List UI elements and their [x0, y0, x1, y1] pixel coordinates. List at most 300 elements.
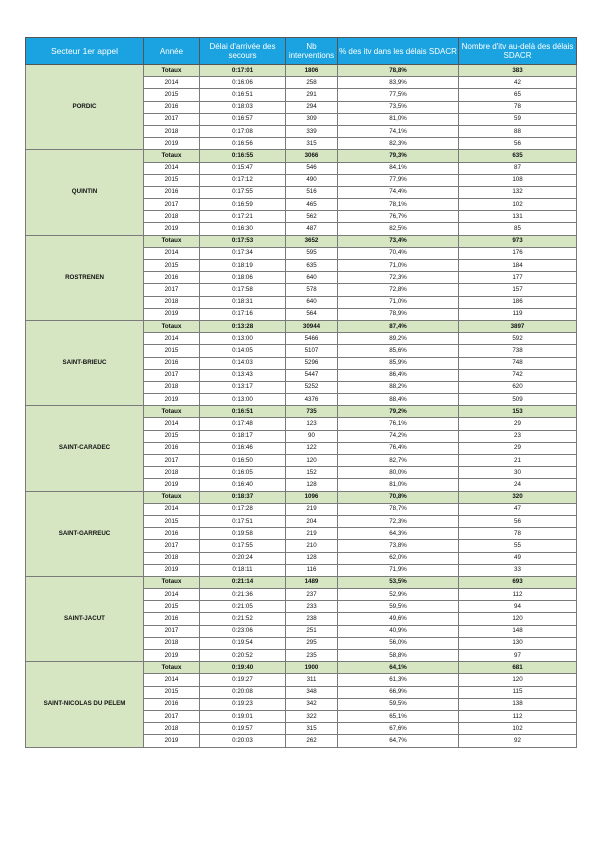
sector-name: SAINT-NICOLAS DU PELEM	[26, 662, 144, 747]
over-count-cell: 112	[459, 710, 577, 722]
interventions-cell: 339	[286, 125, 338, 137]
over-count-cell: 112	[459, 589, 577, 601]
interventions-cell: 315	[286, 723, 338, 735]
interventions-cell: 258	[286, 77, 338, 89]
table-body	[26, 65, 577, 748]
pct-cell: 80,0%	[338, 467, 459, 479]
table-row-total	[26, 65, 577, 77]
delay-cell: 0:16:40	[200, 479, 286, 491]
delay-cell: 0:16:46	[200, 442, 286, 454]
interventions-cell: 152	[286, 467, 338, 479]
interventions-cell: 210	[286, 540, 338, 552]
over-count-cell: 620	[459, 381, 577, 393]
pct-cell: 71,0%	[338, 260, 459, 272]
over-count-cell: 693	[459, 576, 577, 588]
table-row-total	[26, 235, 577, 247]
interventions-cell: 1806	[286, 65, 338, 77]
pct-cell: 59,5%	[338, 698, 459, 710]
pct-cell: 82,7%	[338, 455, 459, 467]
delay-cell: 0:18:31	[200, 296, 286, 308]
pct-cell: 78,1%	[338, 199, 459, 211]
pct-cell: 72,3%	[338, 272, 459, 284]
delay-cell: 0:20:52	[200, 650, 286, 662]
interventions-cell: 3066	[286, 150, 338, 162]
interventions-cell: 640	[286, 272, 338, 284]
delay-cell: 0:21:05	[200, 601, 286, 613]
delay-cell: 0:19:01	[200, 710, 286, 722]
delay-cell: 0:17:28	[200, 503, 286, 515]
pct-cell: 61,3%	[338, 674, 459, 686]
over-count-cell: 120	[459, 613, 577, 625]
over-count-cell: 92	[459, 735, 577, 747]
over-count-cell: 635	[459, 150, 577, 162]
year-cell: 2015	[144, 430, 200, 442]
pct-cell: 73,8%	[338, 540, 459, 552]
delay-cell: 0:17:12	[200, 174, 286, 186]
pct-cell: 86,4%	[338, 369, 459, 381]
pct-cell: 53,5%	[338, 576, 459, 588]
over-count-cell: 132	[459, 186, 577, 198]
pct-cell: 72,8%	[338, 284, 459, 296]
table-row-total	[26, 662, 577, 674]
interventions-cell: 262	[286, 735, 338, 747]
over-count-cell: 102	[459, 199, 577, 211]
year-cell: 2018	[144, 552, 200, 564]
pct-cell: 76,1%	[338, 418, 459, 430]
interventions-cell: 204	[286, 515, 338, 527]
pct-cell: 78,9%	[338, 308, 459, 320]
pct-cell: 82,3%	[338, 138, 459, 150]
interventions-cell: 1489	[286, 576, 338, 588]
interventions-cell: 1900	[286, 662, 338, 674]
interventions-cell: 315	[286, 138, 338, 150]
sector-name: SAINT-JACUT	[26, 576, 144, 661]
year-cell: 2018	[144, 125, 200, 137]
interventions-cell: 5252	[286, 381, 338, 393]
interventions-cell: 128	[286, 552, 338, 564]
delay-cell: 0:16:05	[200, 467, 286, 479]
interventions-cell: 595	[286, 247, 338, 259]
sector-name: SAINT-GARREUC	[26, 491, 144, 576]
pct-cell: 66,9%	[338, 686, 459, 698]
delay-cell: 0:19:27	[200, 674, 286, 686]
delay-cell: 0:16:59	[200, 199, 286, 211]
year-cell: Totaux	[144, 65, 200, 77]
table-row-total	[26, 491, 577, 503]
sector-name: PORDIC	[26, 65, 144, 150]
pct-cell: 73,4%	[338, 235, 459, 247]
over-count-cell: 56	[459, 138, 577, 150]
year-cell: 2016	[144, 613, 200, 625]
interventions-cell: 5296	[286, 357, 338, 369]
pct-cell: 72,3%	[338, 515, 459, 527]
pct-cell: 74,2%	[338, 430, 459, 442]
year-cell: 2015	[144, 260, 200, 272]
year-cell: 2014	[144, 418, 200, 430]
pct-cell: 59,5%	[338, 601, 459, 613]
over-count-cell: 30	[459, 467, 577, 479]
interventions-cell: 251	[286, 625, 338, 637]
interventions-cell: 516	[286, 186, 338, 198]
over-count-cell: 120	[459, 674, 577, 686]
year-cell: 2019	[144, 564, 200, 576]
sdacr-table	[25, 37, 577, 748]
delay-cell: 0:16:50	[200, 455, 286, 467]
year-cell: 2014	[144, 503, 200, 515]
pct-cell: 71,0%	[338, 296, 459, 308]
delay-cell: 0:17:34	[200, 247, 286, 259]
pct-cell: 64,7%	[338, 735, 459, 747]
over-count-cell: 47	[459, 503, 577, 515]
year-cell: 2015	[144, 345, 200, 357]
interventions-cell: 342	[286, 698, 338, 710]
year-cell: 2016	[144, 272, 200, 284]
over-count-cell: 383	[459, 65, 577, 77]
interventions-cell: 30944	[286, 320, 338, 332]
delay-cell: 0:14:03	[200, 357, 286, 369]
over-count-cell: 29	[459, 418, 577, 430]
pct-cell: 64,3%	[338, 528, 459, 540]
delay-cell: 0:16:56	[200, 138, 286, 150]
over-count-cell: 738	[459, 345, 577, 357]
over-count-cell: 176	[459, 247, 577, 259]
year-cell: Totaux	[144, 320, 200, 332]
pct-cell: 79,3%	[338, 150, 459, 162]
interventions-cell: 309	[286, 113, 338, 125]
over-count-cell: 131	[459, 211, 577, 223]
over-count-cell: 65	[459, 89, 577, 101]
interventions-cell: 465	[286, 199, 338, 211]
over-count-cell: 742	[459, 369, 577, 381]
over-count-cell: 24	[459, 479, 577, 491]
delay-cell: 0:20:03	[200, 735, 286, 747]
header-row	[26, 38, 577, 65]
year-cell: Totaux	[144, 235, 200, 247]
over-count-cell: 59	[459, 113, 577, 125]
over-count-cell: 87	[459, 162, 577, 174]
delay-cell: 0:15:47	[200, 162, 286, 174]
pct-cell: 84,1%	[338, 162, 459, 174]
year-cell: 2017	[144, 113, 200, 125]
over-count-cell: 108	[459, 174, 577, 186]
year-cell: Totaux	[144, 491, 200, 503]
pct-cell: 78,7%	[338, 503, 459, 515]
over-count-cell: 78	[459, 101, 577, 113]
pct-cell: 56,0%	[338, 637, 459, 649]
pct-cell: 88,2%	[338, 381, 459, 393]
over-count-cell: 49	[459, 552, 577, 564]
delay-cell: 0:16:51	[200, 406, 286, 418]
interventions-cell: 5107	[286, 345, 338, 357]
over-count-cell: 186	[459, 296, 577, 308]
delay-cell: 0:16:51	[200, 89, 286, 101]
interventions-cell: 635	[286, 260, 338, 272]
interventions-cell: 233	[286, 601, 338, 613]
interventions-cell: 122	[286, 442, 338, 454]
delay-cell: 0:17:48	[200, 418, 286, 430]
over-count-cell: 23	[459, 430, 577, 442]
delay-cell: 0:17:08	[200, 125, 286, 137]
delay-cell: 0:13:00	[200, 333, 286, 345]
year-cell: 2014	[144, 674, 200, 686]
interventions-cell: 490	[286, 174, 338, 186]
year-cell: 2014	[144, 77, 200, 89]
pct-cell: 73,5%	[338, 101, 459, 113]
delay-cell: 0:17:55	[200, 540, 286, 552]
delay-cell: 0:16:06	[200, 77, 286, 89]
over-count-cell: 85	[459, 223, 577, 235]
interventions-cell: 1096	[286, 491, 338, 503]
over-count-cell: 592	[459, 333, 577, 345]
year-cell: 2015	[144, 686, 200, 698]
interventions-cell: 546	[286, 162, 338, 174]
year-cell: 2017	[144, 455, 200, 467]
column-header-pct-sdacr: % des itv dans les délais SDACR	[338, 38, 459, 65]
over-count-cell: 320	[459, 491, 577, 503]
year-cell: 2014	[144, 162, 200, 174]
interventions-cell: 237	[286, 589, 338, 601]
year-cell: 2017	[144, 540, 200, 552]
pct-cell: 87,4%	[338, 320, 459, 332]
over-count-cell: 115	[459, 686, 577, 698]
over-count-cell: 78	[459, 528, 577, 540]
pct-cell: 85,9%	[338, 357, 459, 369]
over-count-cell: 97	[459, 650, 577, 662]
sector-name: ROSTRENEN	[26, 235, 144, 320]
over-count-cell: 138	[459, 698, 577, 710]
interventions-cell: 3652	[286, 235, 338, 247]
year-cell: 2016	[144, 442, 200, 454]
over-count-cell: 153	[459, 406, 577, 418]
over-count-cell: 184	[459, 260, 577, 272]
pct-cell: 70,8%	[338, 491, 459, 503]
year-cell: 2018	[144, 211, 200, 223]
delay-cell: 0:18:03	[200, 101, 286, 113]
pct-cell: 70,4%	[338, 247, 459, 259]
over-count-cell: 509	[459, 394, 577, 406]
interventions-cell: 311	[286, 674, 338, 686]
table-row-total	[26, 406, 577, 418]
delay-cell: 0:17:55	[200, 186, 286, 198]
over-count-cell: 973	[459, 235, 577, 247]
year-cell: 2015	[144, 174, 200, 186]
delay-cell: 0:14:05	[200, 345, 286, 357]
pct-cell: 85,6%	[338, 345, 459, 357]
table-header	[26, 38, 577, 65]
delay-cell: 0:23:06	[200, 625, 286, 637]
column-header-nb-interventions: Nb interventions	[286, 38, 338, 65]
year-cell: 2017	[144, 199, 200, 211]
year-cell: 2016	[144, 357, 200, 369]
pct-cell: 79,2%	[338, 406, 459, 418]
year-cell: 2015	[144, 601, 200, 613]
year-cell: 2019	[144, 394, 200, 406]
pct-cell: 49,6%	[338, 613, 459, 625]
interventions-cell: 128	[286, 479, 338, 491]
interventions-cell: 348	[286, 686, 338, 698]
interventions-cell: 294	[286, 101, 338, 113]
year-cell: 2018	[144, 723, 200, 735]
delay-cell: 0:17:51	[200, 515, 286, 527]
pct-cell: 64,1%	[338, 662, 459, 674]
delay-cell: 0:13:00	[200, 394, 286, 406]
interventions-cell: 235	[286, 650, 338, 662]
pct-cell: 65,1%	[338, 710, 459, 722]
interventions-cell: 5447	[286, 369, 338, 381]
over-count-cell: 177	[459, 272, 577, 284]
column-header-annee: Année	[144, 38, 200, 65]
year-cell: 2016	[144, 698, 200, 710]
over-count-cell: 3897	[459, 320, 577, 332]
delay-cell: 0:17:53	[200, 235, 286, 247]
pct-cell: 88,4%	[338, 394, 459, 406]
delay-cell: 0:16:30	[200, 223, 286, 235]
over-count-cell: 29	[459, 442, 577, 454]
column-header-delai: Délai d'arrivée des secours	[200, 38, 286, 65]
over-count-cell: 56	[459, 515, 577, 527]
year-cell: 2014	[144, 333, 200, 345]
interventions-cell: 123	[286, 418, 338, 430]
year-cell: 2019	[144, 650, 200, 662]
delay-cell: 0:19:40	[200, 662, 286, 674]
pct-cell: 77,9%	[338, 174, 459, 186]
delay-cell: 0:18:06	[200, 272, 286, 284]
table-row-total	[26, 150, 577, 162]
year-cell: 2015	[144, 89, 200, 101]
pct-cell: 89,2%	[338, 333, 459, 345]
pct-cell: 74,4%	[338, 186, 459, 198]
year-cell: 2014	[144, 247, 200, 259]
delay-cell: 0:21:52	[200, 613, 286, 625]
interventions-cell: 291	[286, 89, 338, 101]
delay-cell: 0:19:58	[200, 528, 286, 540]
interventions-cell: 322	[286, 710, 338, 722]
over-count-cell: 148	[459, 625, 577, 637]
year-cell: 2014	[144, 589, 200, 601]
year-cell: 2017	[144, 710, 200, 722]
delay-cell: 0:19:23	[200, 698, 286, 710]
over-count-cell: 21	[459, 455, 577, 467]
delay-cell: 0:13:28	[200, 320, 286, 332]
interventions-cell: 578	[286, 284, 338, 296]
year-cell: 2017	[144, 369, 200, 381]
year-cell: Totaux	[144, 576, 200, 588]
interventions-cell: 5466	[286, 333, 338, 345]
year-cell: 2019	[144, 479, 200, 491]
interventions-cell: 90	[286, 430, 338, 442]
interventions-cell: 562	[286, 211, 338, 223]
over-count-cell: 748	[459, 357, 577, 369]
delay-cell: 0:19:54	[200, 637, 286, 649]
pct-cell: 74,1%	[338, 125, 459, 137]
interventions-cell: 238	[286, 613, 338, 625]
delay-cell: 0:17:16	[200, 308, 286, 320]
pct-cell: 81,0%	[338, 113, 459, 125]
over-count-cell: 55	[459, 540, 577, 552]
year-cell: 2018	[144, 296, 200, 308]
delay-cell: 0:17:21	[200, 211, 286, 223]
interventions-cell: 219	[286, 503, 338, 515]
over-count-cell: 130	[459, 637, 577, 649]
year-cell: Totaux	[144, 406, 200, 418]
delay-cell: 0:18:37	[200, 491, 286, 503]
year-cell: Totaux	[144, 662, 200, 674]
interventions-cell: 295	[286, 637, 338, 649]
interventions-cell: 564	[286, 308, 338, 320]
delay-cell: 0:19:57	[200, 723, 286, 735]
delay-cell: 0:18:11	[200, 564, 286, 576]
over-count-cell: 88	[459, 125, 577, 137]
interventions-cell: 4376	[286, 394, 338, 406]
delay-cell: 0:17:01	[200, 65, 286, 77]
year-cell: 2016	[144, 528, 200, 540]
pct-cell: 67,6%	[338, 723, 459, 735]
year-cell: 2015	[144, 515, 200, 527]
delay-cell: 0:18:19	[200, 260, 286, 272]
interventions-cell: 735	[286, 406, 338, 418]
pct-cell: 82,5%	[338, 223, 459, 235]
interventions-cell: 116	[286, 564, 338, 576]
interventions-cell: 487	[286, 223, 338, 235]
over-count-cell: 94	[459, 601, 577, 613]
year-cell: 2018	[144, 467, 200, 479]
delay-cell: 0:16:55	[200, 150, 286, 162]
year-cell: 2016	[144, 186, 200, 198]
pct-cell: 77,5%	[338, 89, 459, 101]
pct-cell: 76,4%	[338, 442, 459, 454]
column-header-secteur: Secteur 1er appel	[26, 38, 144, 65]
delay-cell: 0:21:14	[200, 576, 286, 588]
interventions-cell: 219	[286, 528, 338, 540]
over-count-cell: 681	[459, 662, 577, 674]
sector-name: SAINT-CARADEC	[26, 406, 144, 491]
year-cell: 2019	[144, 138, 200, 150]
pct-cell: 83,9%	[338, 77, 459, 89]
year-cell: 2019	[144, 308, 200, 320]
year-cell: Totaux	[144, 150, 200, 162]
year-cell: 2019	[144, 735, 200, 747]
year-cell: 2016	[144, 101, 200, 113]
pct-cell: 78,8%	[338, 65, 459, 77]
pct-cell: 71,9%	[338, 564, 459, 576]
delay-cell: 0:18:17	[200, 430, 286, 442]
pct-cell: 62,0%	[338, 552, 459, 564]
over-count-cell: 119	[459, 308, 577, 320]
delay-cell: 0:17:58	[200, 284, 286, 296]
table-row-total	[26, 320, 577, 332]
sector-name: SAINT-BRIEUC	[26, 320, 144, 405]
delay-cell: 0:13:17	[200, 381, 286, 393]
year-cell: 2017	[144, 284, 200, 296]
column-header-nombre-au-dela: Nombre d'itv au-delà des délais SDACR	[459, 38, 577, 65]
delay-cell: 0:13:43	[200, 369, 286, 381]
pct-cell: 76,7%	[338, 211, 459, 223]
table-row-total	[26, 576, 577, 588]
over-count-cell: 33	[459, 564, 577, 576]
over-count-cell: 42	[459, 77, 577, 89]
delay-cell: 0:16:57	[200, 113, 286, 125]
year-cell: 2018	[144, 381, 200, 393]
year-cell: 2019	[144, 223, 200, 235]
pct-cell: 81,0%	[338, 479, 459, 491]
over-count-cell: 102	[459, 723, 577, 735]
pct-cell: 58,8%	[338, 650, 459, 662]
pct-cell: 40,9%	[338, 625, 459, 637]
year-cell: 2017	[144, 625, 200, 637]
year-cell: 2018	[144, 637, 200, 649]
delay-cell: 0:20:24	[200, 552, 286, 564]
pct-cell: 52,9%	[338, 589, 459, 601]
